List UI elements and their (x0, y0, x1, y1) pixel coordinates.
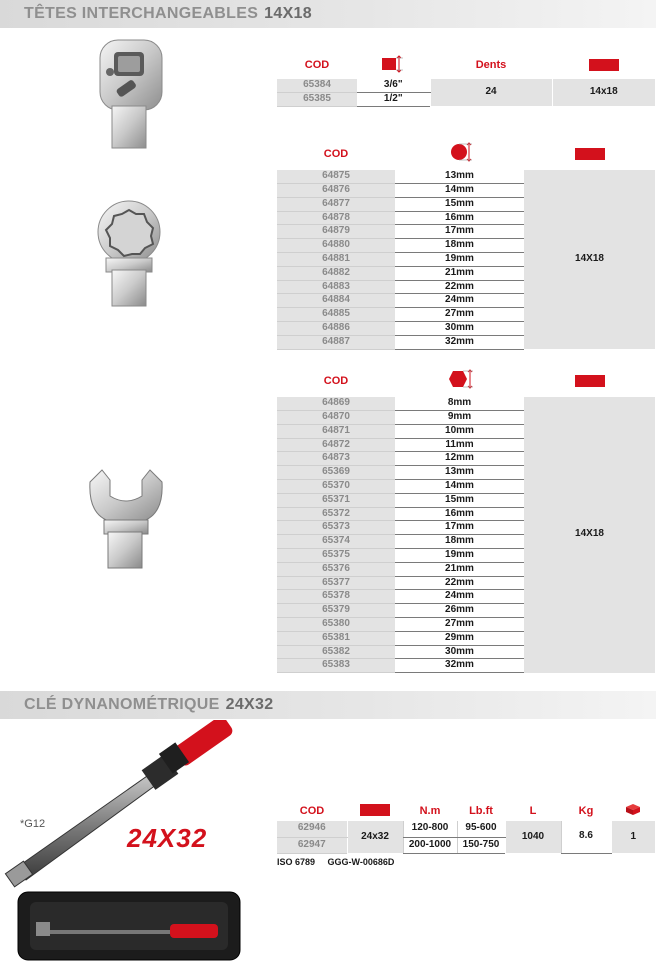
section-header-heads (0, 0, 656, 28)
drive-size-value: 24x32 (347, 821, 403, 853)
table-row: 64879 17mm (277, 225, 655, 239)
column-header-weight: Kg (578, 804, 594, 817)
table-row: 64880 18mm (277, 239, 655, 253)
teeth-value: 24 (430, 79, 552, 106)
square-drive-icon (552, 52, 655, 79)
table-row: 64884 24mm (277, 294, 655, 308)
norms-label: ISO 6789 GGG-W-00686D (277, 857, 395, 867)
length-value: 1040 (505, 821, 561, 853)
ring-head-image (96, 198, 166, 310)
table-row: 64885 27mm (277, 308, 655, 322)
table-row: 65381 29mm (277, 631, 655, 645)
table-row: 65371 15mm (277, 493, 655, 507)
ring-size-icon (395, 139, 524, 170)
table-row: 64871 10mm (277, 424, 655, 438)
table-row: 64886 30mm (277, 321, 655, 335)
section-title: TÊTES INTERCHANGEABLES (24, 5, 259, 22)
column-header-cod: COD (299, 804, 325, 817)
table-row: 64869 8mm 14X18 (277, 397, 655, 411)
section-header-torque (0, 691, 656, 719)
table-row: 64881 19mm (277, 252, 655, 266)
table-row: 65370 14mm (277, 479, 655, 493)
table-row: 65383 32mm (277, 659, 655, 673)
table-row: 65377 22mm (277, 576, 655, 590)
table-row: 64875 13mm 14X18 (277, 170, 655, 184)
column-header-teeth: Dents (475, 59, 507, 71)
square-drive-icon (524, 366, 655, 397)
fit-value: 14X18 (524, 397, 655, 673)
table-row: 62946 24x32 120-800 95-600 1040 8.6 1 (277, 821, 655, 837)
table-row: 64872 11mm (277, 438, 655, 452)
open-end-head-image (84, 462, 168, 572)
table-row: 64882 21mm (277, 266, 655, 280)
table-row: 64877 15mm (277, 197, 655, 211)
fit-value: 14X18 (524, 170, 655, 349)
table-row: 65379 26mm (277, 604, 655, 618)
hex-size-icon (395, 366, 524, 397)
column-header-lbft: Lb.ft (469, 804, 493, 817)
weight-value: 8.6 (561, 821, 611, 853)
package-icon (611, 801, 655, 821)
column-header-cod: COD (323, 375, 349, 387)
table-row: 65380 27mm (277, 617, 655, 631)
table-row: 64870 9mm (277, 410, 655, 424)
ratchet-head-image (92, 36, 174, 154)
table-row: 62947 200-1000 150-750 (277, 837, 655, 853)
column-header-length: L (529, 804, 537, 817)
column-header-cod: COD (323, 148, 349, 160)
table-row: 65373 17mm (277, 521, 655, 535)
size-callout: 24X32 (127, 823, 208, 853)
section-title-size: 14X18 (264, 5, 312, 22)
ring-table (277, 139, 655, 350)
table-row: 65372 16mm (277, 507, 655, 521)
table-row: 64887 32mm (277, 335, 655, 349)
column-header-cod: COD (304, 59, 330, 71)
column-header-nm: N.m (419, 804, 441, 817)
section-title-size: 24X32 (225, 696, 274, 713)
drive-size-icon (357, 52, 430, 79)
table-row: 65376 21mm (277, 562, 655, 576)
torque-table (277, 801, 655, 854)
square-drive-icon (347, 801, 403, 821)
table-row: 65385 1/2" (277, 92, 655, 106)
square-drive-icon (524, 139, 655, 170)
table-row: 64873 12mm (277, 452, 655, 466)
open-end-table (277, 366, 655, 673)
quantity-value: 1 (611, 821, 655, 853)
table-row: 65369 13mm (277, 466, 655, 480)
table-row: 64878 16mm (277, 211, 655, 225)
g12-label: *G12 (20, 818, 46, 830)
table-row: 65375 19mm (277, 548, 655, 562)
section-title: CLÉ DYNANOMÉTRIQUE (24, 696, 220, 713)
table-row: 65378 24mm (277, 590, 655, 604)
table-row: 64876 14mm (277, 183, 655, 197)
table-row: 65374 18mm (277, 535, 655, 549)
table-row: 65384 3/6" 24 14x18 (277, 79, 655, 93)
ratchet-table (277, 52, 655, 107)
table-row: 64883 22mm (277, 280, 655, 294)
table-row: 65382 30mm (277, 645, 655, 659)
size-value: 14x18 (552, 79, 655, 106)
